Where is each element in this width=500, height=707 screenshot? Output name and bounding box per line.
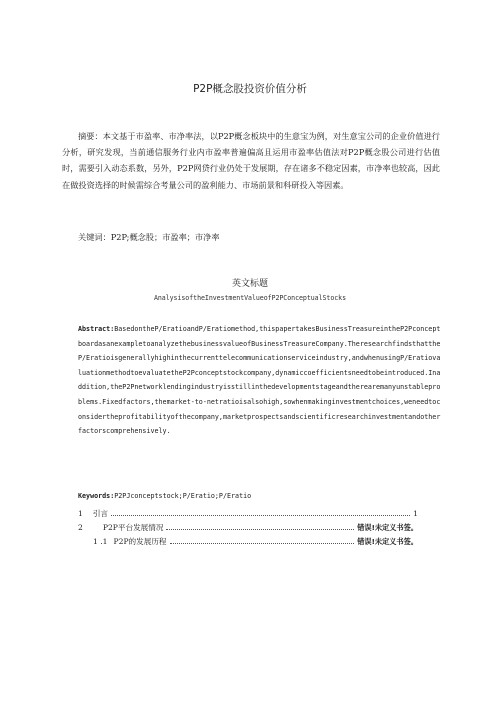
toc-label: P2P的发展历程	[113, 537, 167, 546]
toc-label: 引言	[92, 509, 109, 518]
toc-number: 1 .1	[93, 537, 108, 546]
keywords-body: P2PJconceptstock;P/Eratio;P/Eratio	[114, 492, 252, 500]
abstract-body: BasedontheP/EratioandP/Eratiomethod,thispapertakesBusinessTreasureintheP2PconceptboardasanexampletoanalyzethebusinessvalueofBusinessTreasureCompany.TheresearchfindsthattheP/Eratioisgenerallyhighinthecurrenttelecommunicationserviceindustry,andwhenusingP/EratiovaluationmethodtoevaluatetheP2Pconceptstockcompany,dynamiccoefficientsneedtobeintroduced.Inaddition,theP2Pnetworklendingindustryisstillinthedevelopmentstageandtherearemanyunstableproblems.Fixedfactors,themarket-to-netratioisalsohigh,sowhenmakinginvestmentchoices,weneedtoconsidertheprofitabilityofthecompany,marketprospectsandscientificresearchinvestmentandotherfactorscomprehensively.	[78, 325, 441, 436]
toc-leader	[170, 537, 355, 544]
chinese-abstract: 摘要：本文基于市盈率、市净率法，以P2P概念板块中的生意宝为例，对生意宝公司的企业价值进行分析，研究发现，当前通信服务行业内市盈率普遍偏高且运用市盈率估值法对P2P概念股公司进行估值时，需要引入动态系数，另外，P2P网贷行业仍处于发展期，存在诸多不稳定因素，市净率也较高，因此在做投资选择的时候需综合考量公司的盈利能力、市场前景和科研投入等因素。	[62, 131, 440, 190]
keywords-label: Keywords:	[78, 492, 115, 500]
toc-entry-history[interactable]	[93, 536, 418, 547]
english-abstract	[78, 322, 442, 439]
page-title: P2P概念股投资价值分析	[193, 83, 307, 95]
toc-label: P2P平台发展情况	[102, 523, 164, 532]
toc-leader	[166, 523, 354, 530]
abstract-label: Abstract:	[78, 325, 115, 333]
toc-entry-intro[interactable]	[78, 508, 418, 519]
toc-leader	[111, 509, 410, 516]
toc-page: 1	[413, 509, 418, 518]
chinese-keywords: 关键词：P2P;概念股；市盈率；市净率	[78, 232, 220, 242]
toc-number: 1	[78, 509, 83, 518]
toc-page-error: 错误!未定义书签。	[357, 523, 418, 532]
toc-entry-platform[interactable]	[78, 522, 418, 533]
toc-number: 2	[78, 523, 83, 532]
toc-page-error: 错误!未定义书签。	[357, 537, 418, 546]
english-heading: 英文标题	[231, 279, 268, 289]
english-title: AnalysisoftheInvestmentValueofP2PConceptualStocks	[153, 294, 347, 302]
english-keywords	[78, 492, 442, 500]
